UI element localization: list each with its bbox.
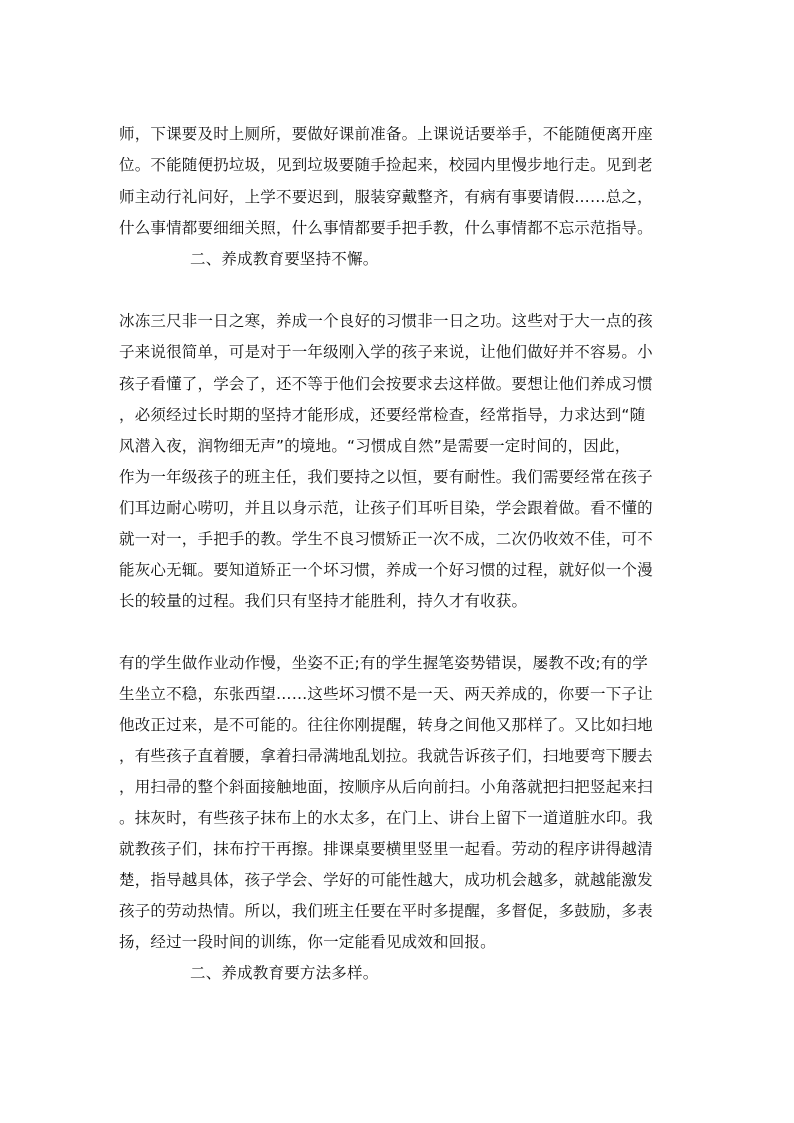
text-line: 能灰心无辄。要知道矫正一个坏习惯，养成一个好习惯的过程，就好似一个漫 — [119, 561, 653, 579]
text-line: 孩子看懂了，学会了，还不等于他们会按要求去这样做。要想让他们养成习惯 — [119, 375, 653, 393]
text-line: 扬，经过一段时间的训练，你一定能看见成效和回报。 — [119, 933, 496, 951]
text-line: 师，下课要及时上厕所，要做好课前准备。上课说话要举手，不能随便离开座 — [119, 125, 653, 143]
section-heading: 二、养成教育要坚持不懈。 — [190, 250, 379, 268]
text-line: ，有些孩子直着腰，拿着扫帚满地乱划拉。我就告诉孩子们，扫地要弯下腰去 — [119, 747, 653, 765]
text-line: 有的学生做作业动作慢，坐姿不正;有的学生握笔姿势错误，屡教不改;有的学 — [119, 654, 648, 672]
text-line: 们耳边耐心唠叨，并且以身示范，让孩子们耳听目染，学会跟着做。看不懂的 — [119, 499, 653, 517]
text-line: ，用扫帚的整个斜面接触地面，按顺序从后向前扫。小角落就把扫把竖起来扫 — [119, 778, 653, 796]
text-line: 就一对一，手把手的教。学生不良习惯矫正一次不成，二次仍收效不佳，可不 — [119, 530, 653, 548]
text-line: 子来说很简单，可是对于一年级刚入学的孩子来说，让他们做好并不容易。小 — [119, 343, 653, 361]
text-line: 。抹灰时，有些孩子抹布上的水太多，在门上、讲台上留下一道道脏水印。我 — [119, 809, 653, 827]
text-line: 师主动行礼问好，上学不要迟到，服装穿戴整齐，有病有事要请假……总之， — [119, 188, 653, 206]
text-line: 作为一年级孩子的班主任，我们要持之以恒，要有耐性。我们需要经常在孩子 — [119, 468, 653, 486]
section-heading: 二、养成教育要方法多样。 — [190, 964, 379, 982]
text-line: ，必须经过长时期的坚持才能形成，还要经常检查，经常指导，力求达到“随 — [119, 406, 646, 424]
text-line: 长的较量的过程。我们只有坚持才能胜利，持久才有收获。 — [119, 592, 528, 610]
text-line: 什么事情都要细细关照，什么事情都要手把手教，什么事情都不忘示范指导。 — [119, 219, 653, 237]
text-line: 楚，指导越具体，孩子学会、学好的可能性越大，成功机会越多，就越能激发 — [119, 871, 653, 889]
text-line: 风潜入夜，润物细无声”的境地。“习惯成自然”是需要一定时间的，因此， — [119, 437, 631, 455]
text-line: 孩子的劳动热情。所以，我们班主任要在平时多提醒，多督促，多鼓励，多表 — [119, 902, 653, 920]
text-line: 位。不能随便扔垃圾，见到垃圾要随手捡起来，校园内里慢步地行走。见到老 — [119, 156, 653, 174]
text-line: 他改正过来，是不可能的。往往你刚提醒，转身之间他又那样了。又比如扫地 — [119, 716, 653, 734]
text-line: 就教孩子们，抹布拧干再擦。排课桌要横里竖里一起看。劳动的程序讲得越清 — [119, 840, 653, 858]
text-line: 冰冻三尺非一日之寒，养成一个良好的习惯非一日之功。这些对于大一点的孩 — [119, 312, 653, 330]
text-line: 生坐立不稳，东张西望……这些坏习惯不是一天、两天养成的，你要一下子让 — [119, 685, 653, 703]
